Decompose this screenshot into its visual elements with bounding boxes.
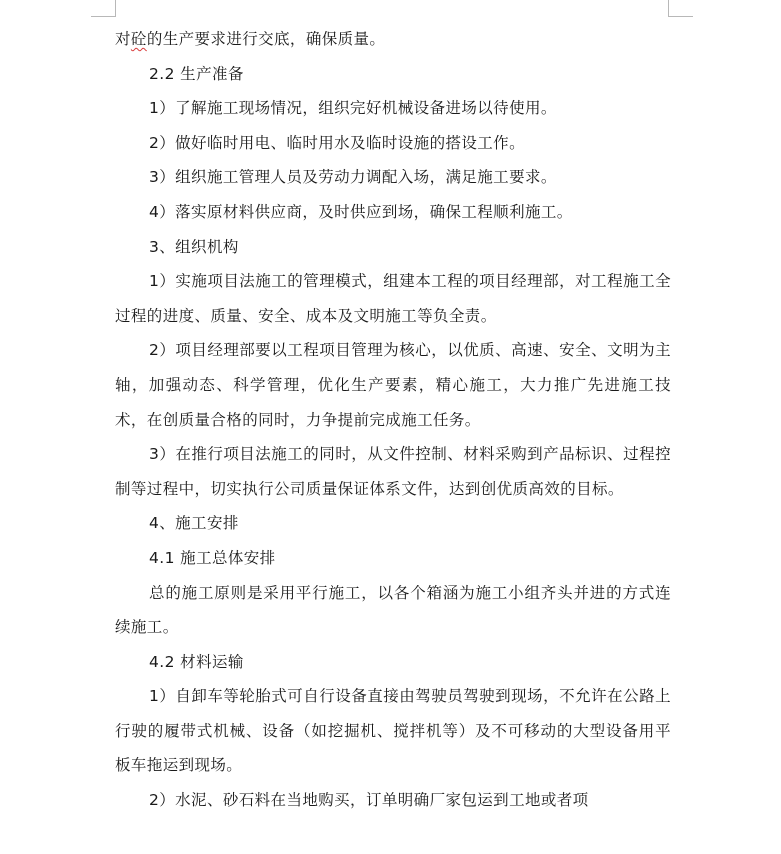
list-item: 1）了解施工现场情况，组织完好机械设备进场以待使用。 [149,99,557,118]
section-heading: 4.2 材料运输 [149,652,244,671]
list-item: 2）水泥、砂石料在当地购买，订单明确厂家包运到工地或者项 [149,791,589,810]
list-item: 3）组织施工管理人员及劳动力调配入场，满足施工要求。 [149,168,557,187]
page-corner-mark-left [91,0,116,17]
section-heading: 2.2 生产准备 [149,64,244,83]
list-item: 4）落实原材料供应商，及时供应到场，确保工程顺利施工。 [149,202,573,221]
document-body[interactable] [115,22,671,818]
paragraph-text: 对 [115,30,131,48]
list-item: 1）自卸车等轮胎式可自行设备直接由驾驶员驾驶到现场，不允许在公路上行驶的履带式机械、设备（如挖掘机、搅拌机等）及不可移动的大型设备用平板车拖运到现场。 [115,687,671,775]
list-item: 3）在推行项目法施工的同时，从文件控制、材料采购到产品标识、过程控制等过程中，切实执行公司质量保证体系文件，达到创优质高效的目标。 [115,445,671,498]
paragraph [115,22,671,57]
list-item: 1）实施项目法施工的管理模式，组建本工程的项目经理部，对工程施工全过程的进度、质量、安全、成本及文明施工等负全责。 [115,272,671,325]
list-item: 2）做好临时用电、临时用水及临时设施的搭设工作。 [149,133,525,152]
paragraph-text: 的生产要求进行交底，确保质量。 [146,30,386,48]
paragraph: 总的施工原则是采用平行施工，以各个箱涵为施工小组齐头并进的方式连续施工。 [115,583,671,637]
page-corner-mark-right [668,0,693,17]
list-item: 2）项目经理部要以工程项目管理为核心，以优质、高速、安全、文明为主轴，加强动态、科学管理，优化生产要素，精心施工，大力推广先进施工技术，在创质量合格的同时，力争提前完成施工任务。 [115,341,671,429]
section-heading: 4.1 施工总体安排 [149,548,276,567]
spellcheck-marked-word[interactable]: 砼 [130,30,147,48]
section-heading: 4、施工安排 [149,514,239,533]
section-heading: 3、组织机构 [149,237,239,256]
